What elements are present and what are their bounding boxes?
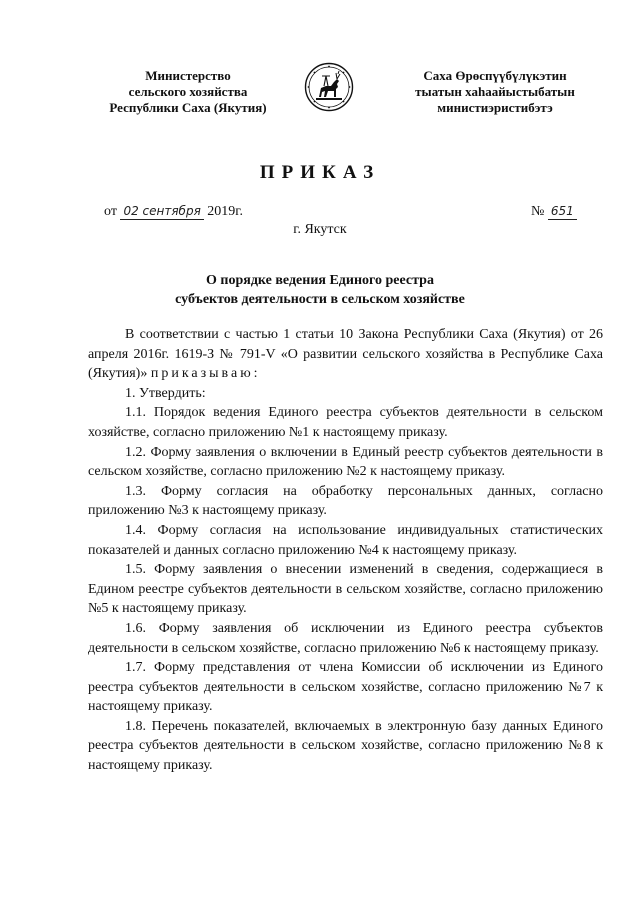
ministry-name-russian — [88, 68, 288, 116]
date-handwritten: 02 сентября — [120, 204, 203, 220]
ministry-line: Саха Өрөспүүбүлүкэтин — [423, 68, 567, 83]
order-item: 1.1. Порядок ведения Единого реестра субъектов деятельности в сельском хозяйстве, согласно приложению №1 к настоящему приказу. — [88, 405, 603, 440]
subject-line: субъектов деятельности в сельском хозяйстве — [175, 292, 465, 307]
ministry-line: тыатын хаһаайыстыбатын — [415, 84, 575, 99]
document-title: ПРИКАЗ — [259, 162, 381, 183]
number-handwritten: 651 — [548, 204, 577, 220]
order-item: 1. Утвердить: — [125, 385, 206, 401]
date-prefix: от — [104, 204, 117, 219]
number-prefix: № — [531, 204, 545, 219]
ministry-line: министиэристибэтэ — [437, 100, 553, 115]
sakha-coat-of-arms-icon — [304, 62, 354, 112]
order-word: приказываю: — [150, 366, 261, 382]
order-number — [531, 204, 577, 220]
order-item: 1.2. Форму заявления о включении в Единый реестр субъектов деятельности в сельском хозяйстве, согласно приложению №2 к настоящему приказу. — [88, 444, 603, 480]
order-date — [104, 204, 243, 220]
ministry-name-sakha — [385, 68, 605, 116]
order-item: 1.6. Форму заявления об исключении из Единого реестра субъектов деятельности в сельском хозяйстве, согласно приложению №6 к настоящему приказу. — [88, 620, 603, 656]
order-subject — [0, 271, 640, 309]
preamble-paragraph — [88, 325, 603, 384]
ministry-line: Министерство — [145, 68, 231, 83]
subject-line: О порядке ведения Единого реестра — [206, 273, 434, 288]
date-suffix: 2019г. — [207, 204, 243, 219]
order-item: 1.5. Форму заявления о внесении изменений в сведения, содержащиеся в Едином реестре субъектов деятельности в сельском хозяйстве, согласно приложению №5 к настоящему приказу. — [88, 562, 603, 617]
order-item: 1.7. Форму представления от члена Комиссии об исключении из Единого реестра субъектов деятельности в сельском хозяйстве, согласно приложению №7 к настоящему приказу. — [88, 660, 603, 715]
order-item: 1.8. Перечень показателей, включаемых в электронную базу данных Единого реестра субъектов деятельности в сельском хозяйстве, согласно приложению №8 к настоящему приказу. — [88, 718, 603, 774]
order-body — [88, 325, 603, 776]
ministry-line: Республики Саха (Якутия) — [109, 100, 267, 115]
ministry-line: сельского хозяйства — [128, 84, 248, 99]
order-item: 1.4. Форму согласия на использование индивидуальных статистических показателей и данных согласно приложению №4 к настоящему приказу. — [88, 522, 603, 558]
order-item: 1.3. Форму согласия на обработку персональных данных, согласно приложению №3 к настоящему приказу. — [88, 483, 603, 519]
preamble-text: В соответствии с частью 1 статьи 10 Закона Республики Саха (Якутия) от 26 апреля 2016г. 1619-З № 791-V «О развитии сельского хозяйства в Республике Саха (Якутия)» — [88, 327, 603, 382]
order-city: г. Якутск — [293, 222, 347, 237]
